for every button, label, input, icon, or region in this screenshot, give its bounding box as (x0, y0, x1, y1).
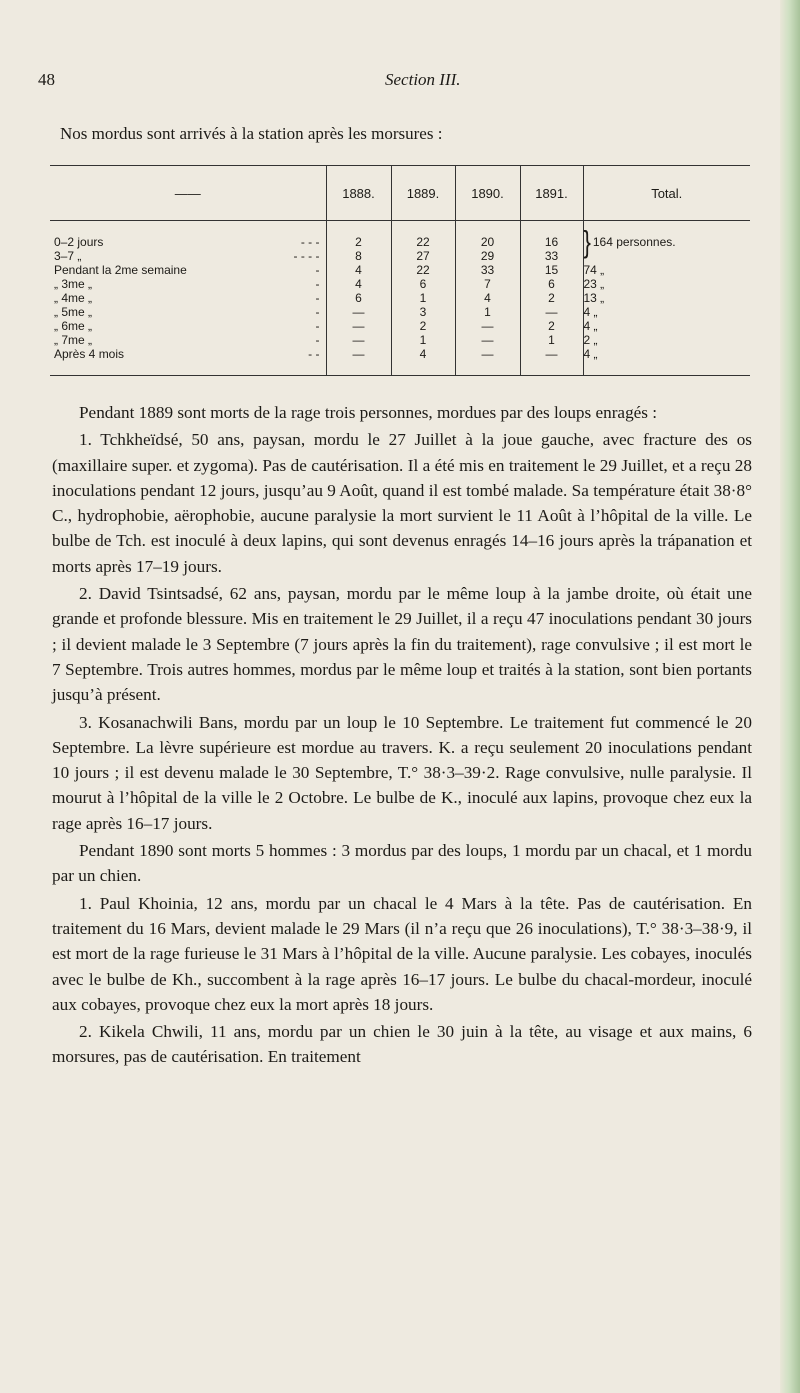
cell-1888: 4 (326, 277, 391, 291)
paragraph: Pendant 1890 sont morts 5 hommes : 3 mordus par des loups, 1 mordu par un chacal, et 1 mordu par un chien. (52, 841, 752, 886)
cell-1891: 6 (520, 277, 583, 291)
cell-1891: 15 (520, 263, 583, 277)
paragraph: 2. Kikela Chwili, 11 ans, mordu par un chien le 30 juin à la tête, au visage et aux mains, 6 morsures, pas de cautérisation. En traitement (52, 1022, 752, 1067)
table-row (50, 305, 750, 319)
table-row (50, 249, 750, 263)
cell-1888: — (326, 333, 391, 347)
row-dash: - (315, 305, 320, 319)
paragraph: 3. Kosanachwili Bans, mordu par un loup le 10 Septembre. Le traitement fut commencé le 20 Septembre. La lèvre supérieure est mordue au travers. K. a reçu seulement 20 inoculations pendant 10 jours ; il est devenu malade le 30 Septembre, T.° 38·3–39·2. Rage convulsive, nulle paralysie. Il mourut à l’hôpital de la ville le 2 Octobre. Le bulbe de K., inoculé aux lapins, provoque chez eux la rage après 16–17 jours. (52, 712, 752, 833)
cell-1891: — (520, 305, 583, 319)
cell-1890: — (455, 333, 520, 347)
cell-1890: 29 (455, 249, 520, 263)
cell-1889: 27 (391, 249, 455, 263)
table-row (50, 319, 750, 333)
page-header (0, 64, 800, 94)
header-1891: 1891. (520, 166, 583, 221)
cell-1888: 6 (326, 291, 391, 305)
row-label: 0–2 jours (54, 235, 104, 249)
cell-total (583, 249, 750, 263)
row-label: „ 4me „ (54, 291, 93, 305)
header-label: —— (50, 166, 326, 221)
table-header-row (50, 166, 750, 221)
row-label: „ 3me „ (54, 277, 93, 291)
cell-1889: 3 (391, 305, 455, 319)
header-1890: 1890. (455, 166, 520, 221)
row-label: Pendant la 2me semaine (54, 263, 187, 277)
section-title: Section III. (385, 70, 461, 89)
cell-1891: — (520, 347, 583, 376)
header-total: Total. (583, 166, 750, 221)
cell-1889: 22 (391, 263, 455, 277)
cell-total: 2 „ (583, 333, 750, 347)
paragraph: Pendant 1889 sont morts de la rage trois personnes, mordues par des loups enragés : (79, 403, 658, 422)
row-label: 3–7 „ (54, 249, 82, 263)
table-row (50, 277, 750, 291)
cell-1890: 7 (455, 277, 520, 291)
header-1888: 1888. (326, 166, 391, 221)
cell-total: 74 „ (583, 263, 750, 277)
cell-1889: 4 (391, 347, 455, 376)
cell-1890: 20 (455, 221, 520, 250)
row-label: „ 5me „ (54, 305, 93, 319)
cell-1890: 33 (455, 263, 520, 277)
paragraph: 1. Tchkheïdsé, 50 ans, paysan, mordu le 27 Juillet à la joue gauche, avec fracture des os (maxillaire super. et zygoma). Pas de cautérisation. Il a été mis en traitement le 29 Juillet, et a reçu 28 inoculations pendant 12 jours, jusqu’au 9 Août, quand il est tombé malade. Sa température était 38·8° C., hydrophobie, aërophobie, aucune paralysie la mort survient le 11 Août à l’hôpital de la ville. Le bulbe de Tch. est inoculé à deux lapins, qui sont devenus enragés 14–16 jours après la trápanation et morts après 17–19 jours. (52, 430, 752, 576)
row-label: „ 7me „ (54, 333, 93, 347)
cell-total: 164 personnes. (592, 235, 676, 249)
row-dash: - - - - (293, 249, 320, 263)
cell-1890: — (455, 347, 520, 376)
header-1889: 1889. (391, 166, 455, 221)
cell-1889: 6 (391, 277, 455, 291)
cell-1889: 1 (391, 333, 455, 347)
table-row (50, 221, 750, 250)
cell-1888: 4 (326, 263, 391, 277)
row-dash: - (315, 333, 320, 347)
cell-1891: 16 (520, 221, 583, 250)
cell-1889: 22 (391, 221, 455, 250)
page-number: 48 (38, 70, 55, 89)
cell-1889: 1 (391, 291, 455, 305)
bites-table (50, 165, 750, 376)
cell-1891: 2 (520, 291, 583, 305)
cell-1888: — (326, 305, 391, 319)
cell-1891: 2 (520, 319, 583, 333)
table-row (50, 333, 750, 347)
paragraph: 1. Paul Khoinia, 12 ans, mordu par un chacal le 4 Mars à la tête. Pas de cautérisation. En traitement du 16 Mars, devient malade le 29 Mars (il n’a reçu que 26 inoculations), T.° 38·3–38·9, il est mort de la rage furieuse le 31 Mars à l’hôpital de la ville. Aucune paralysie. Les cobayes, inoculés avec le bulbe de Kh., succombent à la rage après 16–17 jours. Le bulbe du chacal-mordeur, inoculé aux cobayes, provoque chez eux la mort après 18 jours. (52, 893, 752, 1014)
table-row (50, 291, 750, 305)
cell-1891: 33 (520, 249, 583, 263)
cell-total: 13 „ (583, 291, 750, 305)
row-dash: - (315, 319, 320, 333)
row-label: Après 4 mois (54, 347, 125, 361)
cell-total: 4 „ (583, 319, 750, 333)
body-text (52, 400, 752, 1070)
paragraph: 2. David Tsintsadsé, 62 ans, paysan, mordu par le même loup à la jambe droite, où était une grande et profonde blessure. Mis en traitement le 29 Juillet, il a reçu 47 inoculations pendant 30 jours ; il devient malade le 3 Septembre (7 jours après la fin du traitement), rage convulsive ; il est mort le 7 Septembre. Trois autres hommes, mordus par le même loup et traités à la station, sont bien portants jusqu’à présent. (52, 584, 752, 705)
cell-total: 4 „ (583, 305, 750, 319)
cell-1891: 1 (520, 333, 583, 347)
brace-symbol: } (583, 223, 591, 259)
table-row (50, 263, 750, 277)
cell-1890: — (455, 319, 520, 333)
cell-1888: — (326, 347, 391, 376)
row-dash: - (315, 277, 320, 291)
row-dash: - - - (300, 235, 320, 249)
row-dash: - (315, 263, 320, 277)
row-dash: - - (308, 347, 320, 361)
table-intro: Nos mordus sont arrivés à la station après les morsures : (60, 124, 443, 143)
cell-1888: — (326, 319, 391, 333)
cell-1890: 1 (455, 305, 520, 319)
cell-total: 23 „ (583, 277, 750, 291)
row-dash: - (315, 291, 320, 305)
cell-1888: 2 (326, 221, 391, 250)
cell-total: 4 „ (583, 347, 750, 376)
table-row (50, 347, 750, 376)
page-edge-shadow (780, 0, 800, 1393)
cell-1889: 2 (391, 319, 455, 333)
cell-1888: 8 (326, 249, 391, 263)
row-label: „ 6me „ (54, 319, 93, 333)
cell-1890: 4 (455, 291, 520, 305)
